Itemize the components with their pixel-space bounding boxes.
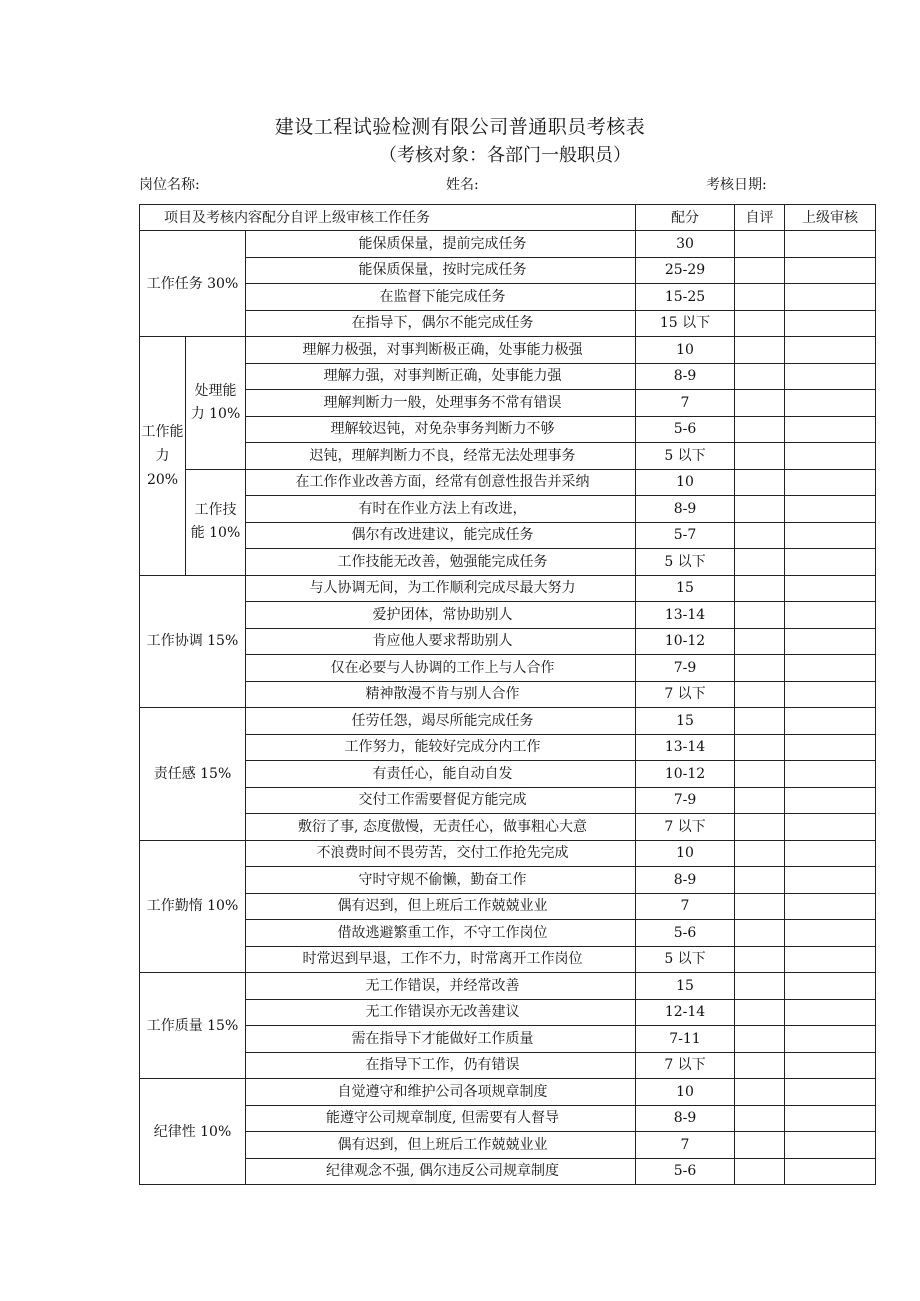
self-score-cell[interactable]: [735, 310, 785, 337]
score-range: 5 以下: [636, 443, 735, 470]
superior-score-cell[interactable]: [785, 814, 876, 841]
table-row: [140, 973, 876, 1000]
self-score-cell[interactable]: [735, 469, 785, 496]
score-range: 7-9: [636, 787, 735, 814]
handling-ability-subcategory: 处理能力 10%: [186, 337, 246, 470]
table-row: [140, 390, 876, 417]
self-score-cell[interactable]: [735, 1158, 785, 1185]
table-row: [140, 1079, 876, 1106]
criterion-text: 理解力强，对事判断正确，处事能力强: [246, 363, 636, 390]
self-score-cell[interactable]: [735, 1105, 785, 1132]
score-range: 30: [636, 231, 735, 258]
assessment-table: [139, 204, 876, 1185]
criterion-text: 敷衍了事, 态度傲慢，无责任心，做事粗心大意: [246, 814, 636, 841]
score-range: 12-14: [636, 999, 735, 1026]
self-score-cell[interactable]: [735, 761, 785, 788]
score-range: 5 以下: [636, 549, 735, 576]
table-row: [140, 549, 876, 576]
table-row: [140, 416, 876, 443]
self-score-cell[interactable]: [735, 681, 785, 708]
self-score-cell[interactable]: [735, 1026, 785, 1053]
superior-score-cell[interactable]: [785, 681, 876, 708]
score-range: 7 以下: [636, 681, 735, 708]
score-range: 15 以下: [636, 310, 735, 337]
self-score-cell[interactable]: [735, 602, 785, 629]
criterion-text: 能保质保量，按时完成任务: [246, 257, 636, 284]
table-row: [140, 920, 876, 947]
criterion-text: 偶有迟到，但上班后工作兢兢业业: [246, 1132, 636, 1159]
header-self: 自评: [735, 205, 785, 231]
criterion-text: 无工作错误，并经常改善: [246, 973, 636, 1000]
criterion-text: 交付工作需要督促方能完成: [246, 787, 636, 814]
superior-score-cell[interactable]: [785, 416, 876, 443]
self-score-cell[interactable]: [735, 655, 785, 682]
superior-score-cell[interactable]: [785, 920, 876, 947]
criterion-text: 肯应他人要求帮助别人: [246, 628, 636, 655]
criterion-text: 在工作作业改善方面，经常有创意性报告并采纳: [246, 469, 636, 496]
superior-score-cell[interactable]: [785, 893, 876, 920]
table-row: [140, 681, 876, 708]
criterion-text: 守时守规不偷懒，勤奋工作: [246, 867, 636, 894]
superior-score-cell[interactable]: [785, 310, 876, 337]
self-score-cell[interactable]: [735, 496, 785, 523]
self-score-cell[interactable]: [735, 787, 785, 814]
criterion-text: 精神散漫不肯与别人合作: [246, 681, 636, 708]
score-range: 5 以下: [636, 946, 735, 973]
superior-score-cell[interactable]: [785, 708, 876, 735]
score-range: 7-11: [636, 1026, 735, 1053]
score-range: 5-7: [636, 522, 735, 549]
criterion-text: 在指导下工作，仍有错误: [246, 1052, 636, 1079]
criterion-text: 迟钝，理解判断力不良，经常无法处理事务: [246, 443, 636, 470]
criterion-text: 有时在作业方法上有改进，: [246, 496, 636, 523]
table-row: [140, 602, 876, 629]
name-label: 姓名:: [446, 177, 479, 193]
superior-score-cell[interactable]: [785, 257, 876, 284]
score-range: 5-6: [636, 920, 735, 947]
superior-score-cell[interactable]: [785, 946, 876, 973]
self-score-cell[interactable]: [735, 284, 785, 311]
score-range: 15-25: [636, 284, 735, 311]
superior-score-cell[interactable]: [785, 469, 876, 496]
work-task-category: 工作任务 30%: [140, 231, 246, 337]
self-score-cell[interactable]: [735, 575, 785, 602]
self-score-cell[interactable]: [735, 257, 785, 284]
criterion-text: 不浪费时间不畏劳苦，交付工作抢先完成: [246, 840, 636, 867]
criterion-text: 工作技能无改善，勉强能完成任务: [246, 549, 636, 576]
superior-score-cell[interactable]: [785, 337, 876, 364]
superior-score-cell[interactable]: [785, 390, 876, 417]
score-range: 10: [636, 469, 735, 496]
self-score-cell[interactable]: [735, 867, 785, 894]
table-row: [140, 946, 876, 973]
table-row: [140, 761, 876, 788]
table-row: [140, 814, 876, 841]
superior-score-cell[interactable]: [785, 734, 876, 761]
score-range: 7 以下: [636, 814, 735, 841]
superior-score-cell[interactable]: [785, 787, 876, 814]
date-label: 考核日期:: [706, 177, 767, 193]
superior-score-cell[interactable]: [785, 522, 876, 549]
header-score: 配分: [636, 205, 735, 231]
criterion-text: 时常迟到早退，工作不力，时常离开工作岗位: [246, 946, 636, 973]
superior-score-cell[interactable]: [785, 999, 876, 1026]
score-range: 15: [636, 973, 735, 1000]
superior-score-cell[interactable]: [785, 1052, 876, 1079]
self-score-cell[interactable]: [735, 1052, 785, 1079]
criterion-text: 纪律观念不强, 偶尔违反公司规章制度: [246, 1158, 636, 1185]
self-score-cell[interactable]: [735, 814, 785, 841]
criterion-text: 理解较迟钝，对免杂事务判断力不够: [246, 416, 636, 443]
self-score-cell[interactable]: [735, 734, 785, 761]
table-row: [140, 310, 876, 337]
criterion-text: 需在指导下才能做好工作质量: [246, 1026, 636, 1053]
table-row: [140, 284, 876, 311]
score-range: 7: [636, 1132, 735, 1159]
score-range: 8-9: [636, 363, 735, 390]
superior-score-cell[interactable]: [785, 840, 876, 867]
criterion-text: 理解力极强，对事判断极正确，处事能力极强: [246, 337, 636, 364]
table-row: [140, 469, 876, 496]
table-row: [140, 840, 876, 867]
self-score-cell[interactable]: [735, 920, 785, 947]
criterion-text: 仅在必要与人协调的工作上与人合作: [246, 655, 636, 682]
responsibility-category: 责任感 15%: [140, 708, 246, 841]
table-row: [140, 999, 876, 1026]
self-score-cell[interactable]: [735, 1079, 785, 1106]
form-title: 建设工程试验检测有限公司普通职员考核表: [274, 116, 646, 138]
score-range: 5-6: [636, 416, 735, 443]
criterion-text: 偶尔有改进建议，能完成任务: [246, 522, 636, 549]
score-range: 7: [636, 390, 735, 417]
criterion-text: 爱护团体，常协助别人: [246, 602, 636, 629]
criterion-text: 工作努力，能较好完成分内工作: [246, 734, 636, 761]
table-row: [140, 893, 876, 920]
self-score-cell[interactable]: [735, 893, 785, 920]
criterion-text: 自觉遵守和维护公司各项规章制度: [246, 1079, 636, 1106]
superior-score-cell[interactable]: [785, 231, 876, 258]
criterion-text: 能遵守公司规章制度, 但需要有人督导: [246, 1105, 636, 1132]
table-row: [140, 443, 876, 470]
score-range: 8-9: [636, 1105, 735, 1132]
table-row: [140, 231, 876, 258]
self-score-cell[interactable]: [735, 628, 785, 655]
self-score-cell[interactable]: [735, 390, 785, 417]
superior-score-cell[interactable]: [785, 867, 876, 894]
work-quality-category: 工作质量 15%: [140, 973, 246, 1079]
criterion-text: 偶有迟到，但上班后工作兢兢业业: [246, 893, 636, 920]
discipline-category: 纪律性 10%: [140, 1079, 246, 1185]
superior-score-cell[interactable]: [785, 284, 876, 311]
table-row: [140, 496, 876, 523]
superior-score-cell[interactable]: [785, 602, 876, 629]
self-score-cell[interactable]: [735, 549, 785, 576]
self-score-cell[interactable]: [735, 231, 785, 258]
header-superior: 上级审核: [785, 205, 876, 231]
criterion-text: 无工作错误亦无改善建议: [246, 999, 636, 1026]
superior-score-cell[interactable]: [785, 443, 876, 470]
criterion-text: 理解判断力一般，处理事务不常有错误: [246, 390, 636, 417]
header-items: 项目及考核内容配分自评上级审核工作任务: [140, 205, 636, 231]
superior-score-cell[interactable]: [785, 575, 876, 602]
criterion-text: 能保质保量，提前完成任务: [246, 231, 636, 258]
table-row: [140, 1026, 876, 1053]
superior-score-cell[interactable]: [785, 1105, 876, 1132]
criterion-text: 借故逃避繁重工作，不守工作岗位: [246, 920, 636, 947]
work-ability-category: 工作能力20%: [140, 337, 186, 576]
score-range: 7-9: [636, 655, 735, 682]
superior-score-cell[interactable]: [785, 973, 876, 1000]
self-score-cell[interactable]: [735, 840, 785, 867]
self-score-cell[interactable]: [735, 973, 785, 1000]
table-row: [140, 787, 876, 814]
self-score-cell[interactable]: [735, 1132, 785, 1159]
superior-score-cell[interactable]: [785, 761, 876, 788]
table-row: [140, 628, 876, 655]
header-row: [140, 205, 876, 231]
score-range: 25-29: [636, 257, 735, 284]
score-range: 8-9: [636, 496, 735, 523]
self-score-cell[interactable]: [735, 999, 785, 1026]
criterion-text: 任劳任怨，竭尽所能完成任务: [246, 708, 636, 735]
score-range: 10: [636, 1079, 735, 1106]
self-score-cell[interactable]: [735, 363, 785, 390]
self-score-cell[interactable]: [735, 416, 785, 443]
superior-score-cell[interactable]: [785, 1079, 876, 1106]
table-row: [140, 1052, 876, 1079]
score-range: 5-6: [636, 1158, 735, 1185]
superior-score-cell[interactable]: [785, 1026, 876, 1053]
criterion-text: 有责任心，能自动自发: [246, 761, 636, 788]
table-row: [140, 734, 876, 761]
table-row: [140, 867, 876, 894]
table-row: [140, 363, 876, 390]
score-range: 8-9: [636, 867, 735, 894]
work-skill-subcategory: 工作技能 10%: [186, 469, 246, 575]
superior-score-cell[interactable]: [785, 1158, 876, 1185]
score-range: 15: [636, 575, 735, 602]
score-range: 15: [636, 708, 735, 735]
self-score-cell[interactable]: [735, 946, 785, 973]
criterion-text: 与人协调无间，为工作顺利完成尽最大努力: [246, 575, 636, 602]
table-row: [140, 337, 876, 364]
score-range: 10: [636, 840, 735, 867]
score-range: 13-14: [636, 602, 735, 629]
criterion-text: 在监督下能完成任务: [246, 284, 636, 311]
score-range: 7: [636, 893, 735, 920]
table-row: [140, 257, 876, 284]
form-subtitle: （考核对象：各部门一般职员）: [379, 145, 631, 166]
superior-score-cell[interactable]: [785, 549, 876, 576]
score-range: 7 以下: [636, 1052, 735, 1079]
superior-score-cell[interactable]: [785, 496, 876, 523]
table-row: [140, 522, 876, 549]
score-range: 13-14: [636, 734, 735, 761]
score-range: 10: [636, 337, 735, 364]
superior-score-cell[interactable]: [785, 655, 876, 682]
score-range: 10-12: [636, 761, 735, 788]
table-row: [140, 575, 876, 602]
table-row: [140, 1132, 876, 1159]
superior-score-cell[interactable]: [785, 628, 876, 655]
self-score-cell[interactable]: [735, 708, 785, 735]
criterion-text: 在指导下，偶尔不能完成任务: [246, 310, 636, 337]
table-row: [140, 1105, 876, 1132]
work-coordination-category: 工作协调 15%: [140, 575, 246, 708]
table-row: [140, 655, 876, 682]
superior-score-cell[interactable]: [785, 1132, 876, 1159]
table-row: [140, 1158, 876, 1185]
self-score-cell[interactable]: [735, 522, 785, 549]
self-score-cell[interactable]: [735, 443, 785, 470]
diligence-category: 工作勤惰 10%: [140, 840, 246, 973]
score-range: 10-12: [636, 628, 735, 655]
table-row: [140, 708, 876, 735]
superior-score-cell[interactable]: [785, 363, 876, 390]
position-label: 岗位名称:: [139, 177, 200, 193]
self-score-cell[interactable]: [735, 337, 785, 364]
